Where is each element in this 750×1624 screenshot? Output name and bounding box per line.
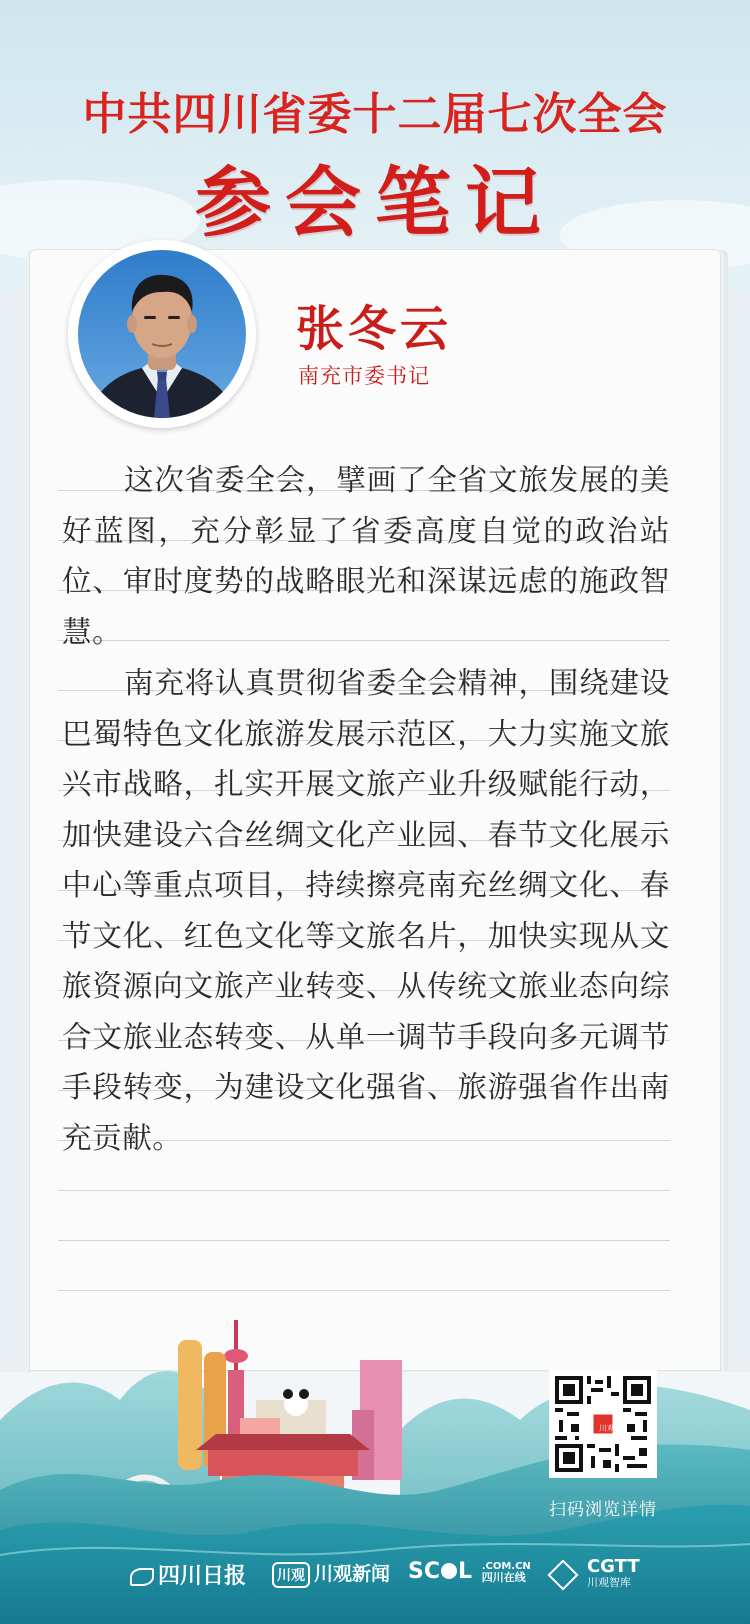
footer-logos — [0, 1545, 750, 1605]
sichuan-daily-text: 四川日报 — [158, 1563, 247, 1589]
cgtt-name: CGTT — [586, 1556, 640, 1577]
avatar — [78, 250, 246, 418]
body-paragraph-2: 南充将认真贯彻省委全会精神，围绕建设巴蜀特色文化旅游发展示范区，大力实施文旅兴市战略，扎实开展文旅产业升级赋能行动，加快建设六合丝绸文化产业园、春节文化展示中心等重点项目，持续擦亮南充丝绸文化、春节文化、红色文化等文旅名片，加快实现从文旅资源向文旅产业转变、从传统文旅业态向综合文旅业态转变、从单一调节手段向多元调节手段转变，为建设文化强省、旅游强省作出南充贡献。 — [62, 666, 670, 1155]
cgtt-text-block — [586, 1556, 640, 1591]
header-title: 中共四川省委十二届七次全会 — [82, 89, 668, 140]
scol-left: SC — [408, 1559, 440, 1584]
scol-circle-icon — [441, 1563, 457, 1579]
header-subtitle: 参会笔记 — [195, 158, 555, 247]
logo-scol[interactable] — [408, 1559, 531, 1584]
sichuan-daily-icon — [130, 1568, 154, 1586]
body-paragraph-1: 这次省委全会，擘画了全省文旅发展的美好蓝图，充分彰显了省委高度自觉的政治站位、审时度势的战略眼光和深谋远虑的施政智慧。 — [62, 463, 670, 649]
scol-right: L — [458, 1559, 473, 1584]
scol-domain: .COM.CN — [481, 1561, 531, 1572]
qr-caption: 扫码浏览详情 — [549, 1500, 657, 1520]
scol-caption — [482, 1561, 531, 1583]
person-position: 南充市委书记 — [298, 364, 430, 388]
rule-line — [58, 1290, 670, 1291]
scol-name: 四川在线 — [481, 1571, 526, 1584]
cgtt-subtitle: 川观智库 — [586, 1576, 631, 1589]
qr-code[interactable] — [549, 1370, 657, 1478]
chuanguan-badge: 川观 — [272, 1562, 310, 1588]
qr-center-label: 川观 — [599, 1424, 615, 1433]
chuanguan-news-text: 川观新闻 — [314, 1563, 391, 1585]
rule-line — [58, 1190, 670, 1191]
portrait-illustration — [78, 250, 246, 418]
person-name: 张冬云 — [296, 301, 453, 357]
rule-line — [58, 1240, 670, 1241]
logo-sichuan-daily[interactable] — [130, 1559, 246, 1590]
logo-cgtt[interactable] — [552, 1556, 640, 1591]
logo-chuanguan-news[interactable] — [272, 1559, 390, 1588]
cgtt-cube-icon — [547, 1559, 578, 1590]
